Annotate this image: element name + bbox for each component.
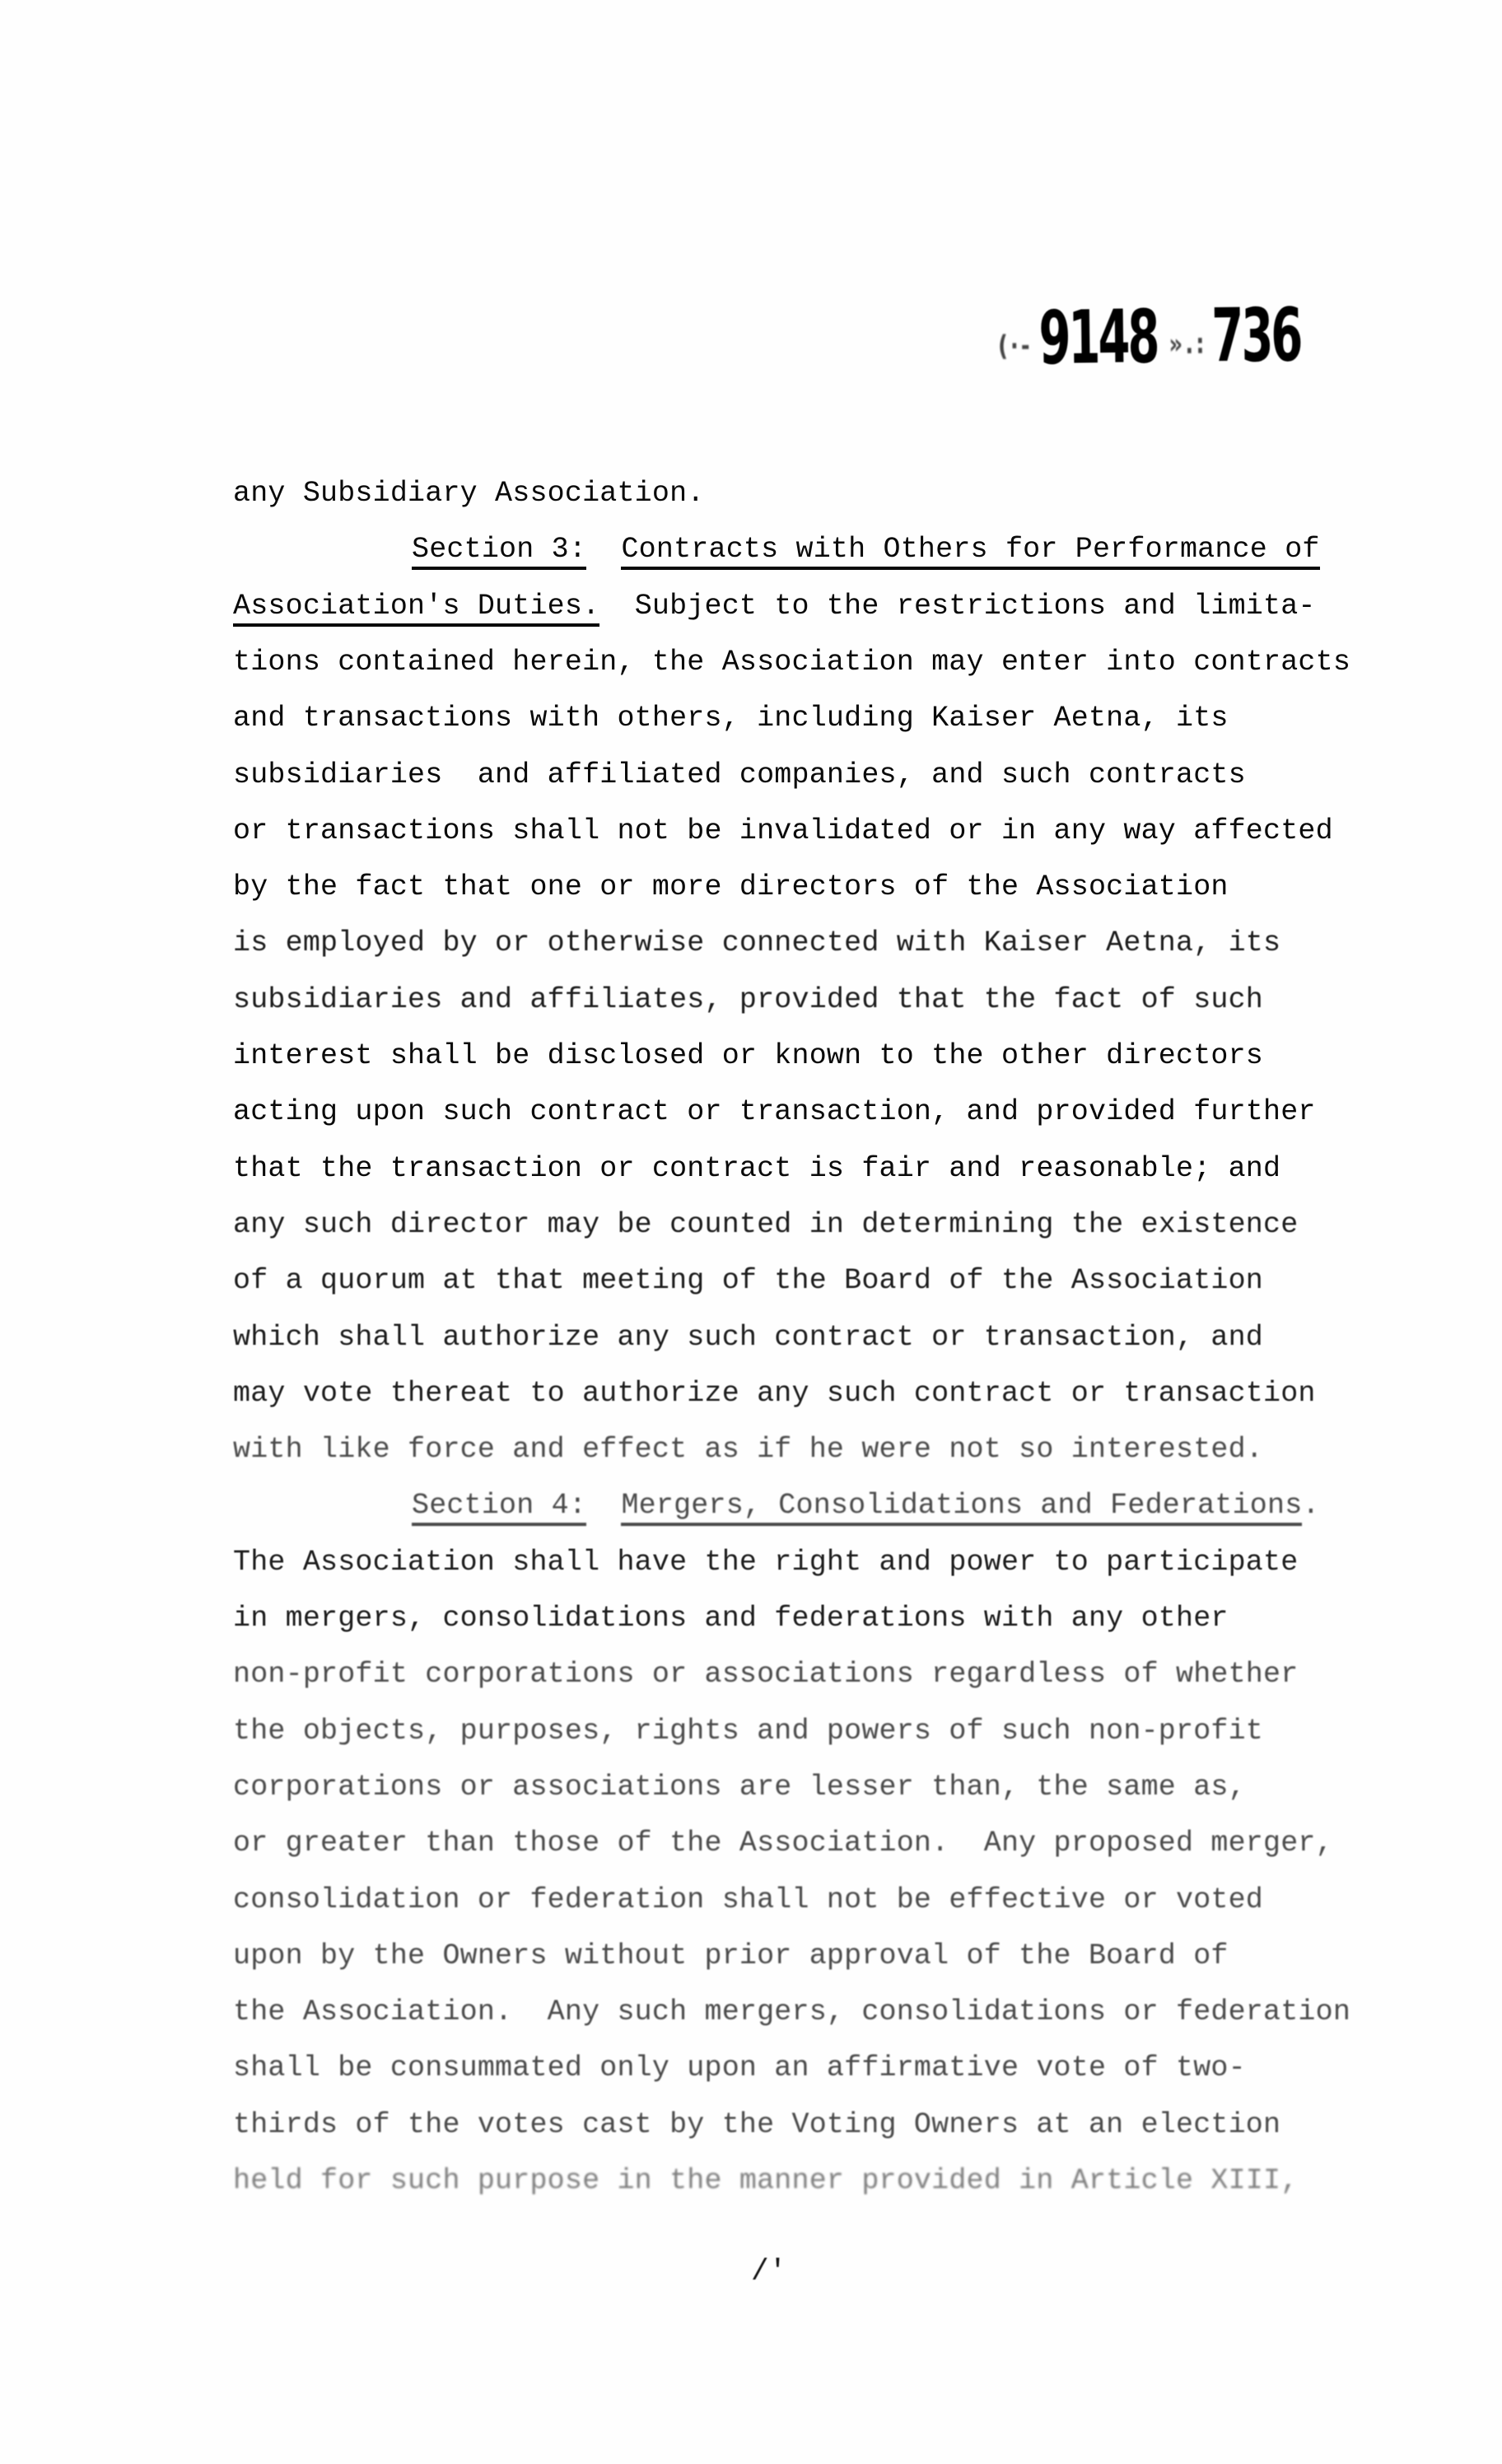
text-segment: upon by the Owners without prior approval of the Board of — [233, 1939, 1229, 1972]
page-number: /' — [751, 2255, 787, 2289]
text-line — [233, 2163, 1298, 2198]
text-segment: by the fact that one or more directors of the Association — [233, 870, 1229, 904]
text-segment: is employed by or otherwise connected with Kaiser Aetna, its — [233, 926, 1281, 960]
recorder-stamp — [997, 292, 1301, 382]
text-line — [233, 1657, 1298, 1692]
text-line — [233, 701, 1229, 735]
text-segment: corporations or associations are lesser than, the same as, — [233, 1770, 1246, 1804]
text-segment: acting upon such contract or transaction, and provided further — [233, 1095, 1316, 1129]
text-line — [233, 1151, 1280, 1186]
text-line — [233, 1995, 1350, 2029]
text-segment — [586, 533, 621, 566]
text-line — [233, 758, 1246, 792]
text-segment: or greater than those of the Association. Any proposed merger, — [233, 1827, 1333, 1860]
text-line — [233, 645, 1350, 679]
text-line — [233, 1826, 1333, 1860]
text-segment: may vote thereat to authorize any such contract or transaction — [233, 1376, 1316, 1410]
text-segment: The Association shall have the right and power to participate — [233, 1545, 1299, 1579]
text-line — [233, 2051, 1246, 2085]
stamp-page-number: 736 — [1210, 292, 1301, 380]
text-segment: shall be consummated only upon an affirmative vote of two- — [233, 2051, 1246, 2085]
text-line — [233, 1263, 1263, 1298]
text-segment: subsidiaries and affiliated companies, and such contracts — [233, 758, 1246, 791]
text-segment: any such director may be counted in determining the existence — [233, 1207, 1299, 1241]
text-segment: consolidation or federation shall not be effective or voted — [233, 1883, 1264, 1916]
text-segment: subsidiaries and affiliates, provided that the fact of such — [233, 982, 1264, 1016]
text-segment: tions contained herein, the Association may enter into contracts — [233, 645, 1351, 679]
text-line — [233, 1432, 1263, 1467]
text-line — [233, 2107, 1280, 2142]
text-line — [233, 926, 1280, 960]
underlined-heading-text: Contracts with Others for Performance of — [621, 533, 1319, 570]
text-line — [233, 814, 1333, 848]
text-segment: the Association. Any such mergers, consolidations or federation — [233, 1995, 1351, 2029]
text-line — [233, 589, 1316, 623]
underlined-heading-text: Mergers, Consolidations and Federations — [621, 1489, 1302, 1526]
text-line — [233, 476, 705, 511]
text-segment: thirds of the votes cast by the Voting Owners at an election — [233, 2107, 1281, 2141]
text-segment: in mergers, consolidations and federations with any other — [233, 1602, 1229, 1635]
text-line — [233, 982, 1263, 1017]
text-segment: and transactions with others, including Kaiser Aetna, its — [233, 702, 1229, 735]
text-segment: non-profit corporations or associations regardless of whether — [233, 1658, 1299, 1692]
text-line — [412, 1488, 1320, 1523]
text-line — [233, 1320, 1263, 1355]
underlined-heading-text: Section 3: — [412, 533, 586, 570]
underlined-heading-text: Section 4: — [412, 1489, 586, 1526]
text-line — [233, 1770, 1246, 1804]
text-segment: the objects, purposes, rights and powers of such non-profit — [233, 1714, 1264, 1748]
text-line — [233, 1376, 1316, 1411]
text-line — [233, 1883, 1263, 1917]
text-segment: . — [1302, 1489, 1320, 1523]
text-segment: held for such purpose in the manner provided in Article XIII, — [233, 2164, 1299, 2197]
text-line — [233, 1038, 1263, 1073]
text-segment: Subject to the restrictions and limita- — [599, 589, 1316, 623]
text-line — [233, 870, 1229, 904]
text-segment: that the transaction or contract is fair and reasonable; and — [233, 1151, 1281, 1185]
text-segment: any Subsidiary Association. — [233, 477, 705, 510]
text-segment: which shall authorize any such contract or transaction, and — [233, 1320, 1264, 1354]
text-segment: of a quorum at that meeting of the Board of the Association — [233, 1264, 1264, 1298]
text-line — [412, 532, 1320, 567]
text-segment — [586, 1489, 621, 1522]
stamp-left-marks: (·- — [997, 330, 1033, 363]
stamp-middle-marks: ».: — [1168, 328, 1207, 362]
stamp-book-number: 9148 — [1038, 294, 1158, 382]
text-line — [233, 1207, 1298, 1242]
text-segment: or transactions shall not be invalidated or in any way affected — [233, 814, 1333, 847]
underlined-heading-text: Association's Duties. — [233, 590, 599, 627]
text-line — [233, 1939, 1229, 1973]
text-line — [233, 1714, 1263, 1748]
text-line — [233, 1094, 1316, 1129]
text-line — [233, 1601, 1229, 1636]
text-segment: with like force and effect as if he were not so interested. — [233, 1433, 1264, 1467]
text-line — [233, 1545, 1298, 1580]
text-segment: interest shall be disclosed or known to the other directors — [233, 1039, 1264, 1072]
